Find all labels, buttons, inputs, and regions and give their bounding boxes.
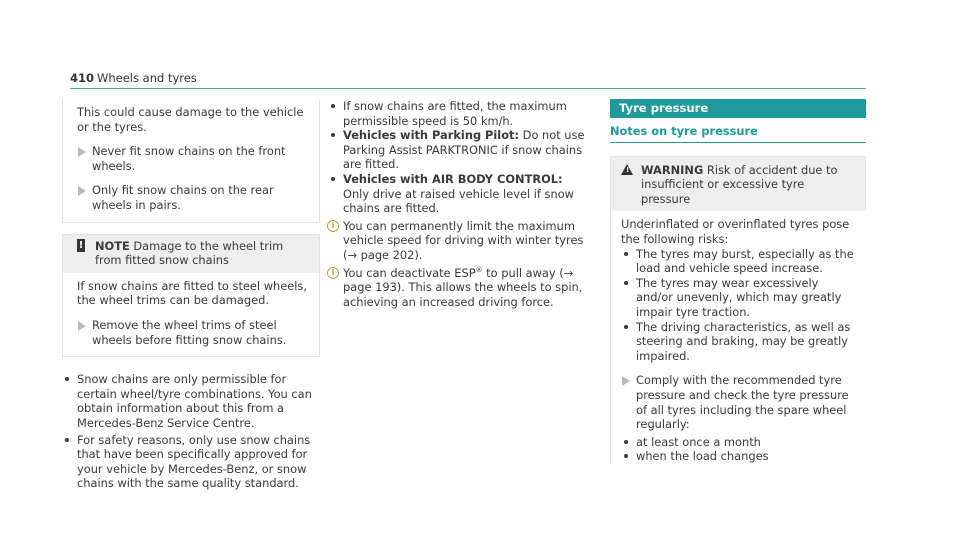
step-text: Remove the wheel trims of steel wheels before fitting snow chains. (92, 317, 287, 347)
bullet-list (62, 372, 320, 491)
exclamation-icon: ! (78, 239, 84, 251)
info-text: You can permanently limit the maximum vehicle speed for driving with winter tyres (→ page 202). (343, 218, 584, 262)
info-icon: i (327, 220, 339, 232)
info-text: You can deactivate ESP (343, 265, 476, 280)
info-text-continued: to pull away (→ page 193). This allows the wheels to spin, achieving an increased driving force. (343, 265, 583, 309)
note-header (62, 234, 320, 273)
step-arrow-icon (78, 186, 86, 196)
bullet-list (621, 247, 858, 364)
page-number: 410 (70, 71, 95, 85)
list-item: Snow chains are only permissible for certain wheel/tyre combinations. You can obtain information about this from a Mercedes-Benz Service Centre. (62, 372, 320, 430)
bullet-list (328, 99, 590, 216)
step-arrow-icon (78, 147, 86, 157)
list-item: The driving characteristics, as well as steering and braking, may be greatly impaired. (621, 320, 858, 364)
instruction-step (77, 144, 309, 173)
note-body (62, 273, 320, 357)
warning-header (610, 156, 866, 212)
info-note (328, 266, 590, 310)
section-subheading: Notes on tyre pressure (610, 124, 866, 143)
step-arrow-icon (622, 376, 630, 386)
list-item: If snow chains are fitted, the maximum permissible speed is 50 km/h. (328, 99, 590, 128)
step-arrow-icon (78, 321, 86, 331)
note-title: NOTE (95, 238, 130, 253)
warning-continuation-box (62, 99, 320, 223)
warning-body (610, 211, 866, 464)
section-title: Tyre pressure (610, 99, 866, 118)
registered-mark: ® (475, 265, 483, 274)
list-item: The tyres may burst, especially as the load and vehicle speed increase. (621, 247, 858, 276)
step-text: Never fit snow chains on the front wheels. (92, 144, 286, 173)
info-icon: i (327, 267, 339, 279)
column-middle (328, 99, 590, 309)
note-body-text: If snow chains are fitted to steel wheels, the wheel trims can be damaged. (77, 278, 307, 308)
instruction-step (621, 373, 858, 431)
page-title: Wheels and tyres (97, 71, 197, 85)
list-item: when the load changes (621, 449, 858, 464)
bullet-list (621, 435, 858, 464)
list-item: at least once a month (621, 435, 858, 450)
item-text: Only drive at raised vehicle level if snow chains are fitted. (343, 186, 574, 216)
page-header (70, 70, 866, 89)
info-note (328, 219, 590, 263)
list-item: The tyres may wear excessively and/or unevenly, which may greatly impair tyre traction. (621, 276, 858, 320)
warning-triangle-icon: ! (621, 164, 633, 175)
instruction-step (77, 183, 309, 212)
step-text: Comply with the recommended tyre pressure and check the tyre pressure of all tyres including the spare wheel regularly: (636, 373, 849, 432)
item-text: Do not use Parking Assist PARKTRONIC if snow chains are fitted. (343, 128, 585, 172)
item-bold-label: Vehicles with AIR BODY CONTROL: (343, 171, 563, 186)
warning-title: WARNING (641, 162, 704, 177)
warning-text: Risk of accident due to insufficient or excessive tyre pressure (641, 162, 838, 206)
column-left (62, 99, 320, 493)
list-item: For safety reasons, only use snow chains that have been specifically approved for your vehicle by Mercedes-Benz, or snow chains with the same quality standard. (62, 433, 320, 491)
note-heading: Damage to the wheel trim from fitted snow chains (95, 238, 284, 268)
instruction-step (77, 318, 309, 347)
column-right (610, 99, 866, 464)
box-intro-text: This could cause damage to the vehicle or the tyres. (77, 105, 304, 134)
warning-intro: Underinflated or overinflated tyres pose the following risks: (621, 217, 850, 246)
list-item (328, 172, 590, 216)
step-text: Only fit snow chains on the rear wheels in pairs. (92, 183, 274, 212)
item-bold-label: Vehicles with Parking Pilot: (343, 128, 520, 143)
list-item (328, 128, 590, 172)
